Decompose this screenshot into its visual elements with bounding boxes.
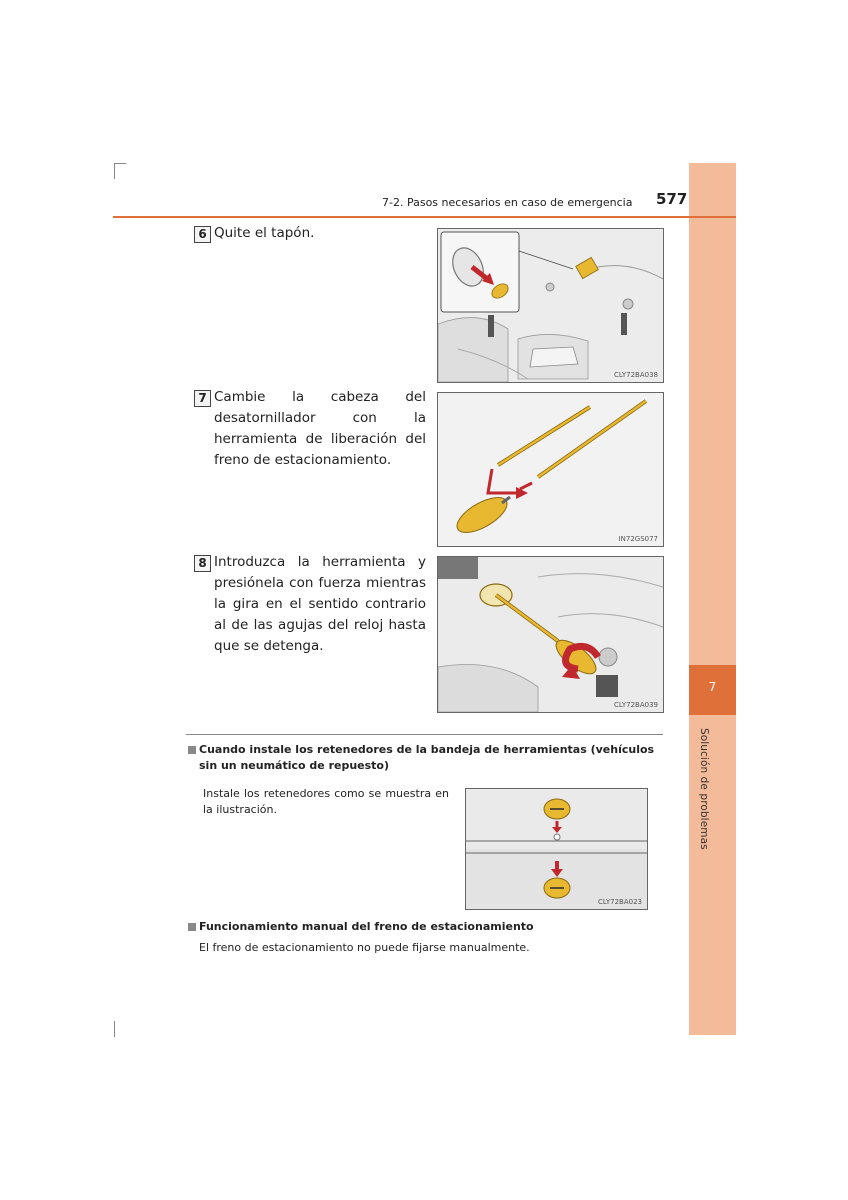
crop-mark (114, 1021, 115, 1037)
note-bullet (188, 746, 196, 754)
chapter-number-box[interactable] (689, 665, 736, 715)
floor-tool-illustration (438, 557, 663, 712)
step-number: 7 (194, 390, 211, 407)
figure-remove-cap (437, 228, 664, 383)
step-text: Introduzca la herramienta y presiónela con fuerza mientras la gira en el sentido contrario al de las agujas del reloj hasta que se detenga. (214, 554, 426, 654)
note-text: El freno de estacionamiento no puede fijarse manualmente. (199, 941, 530, 954)
side-tab (689, 163, 736, 1035)
note-title: Cuando instale los retenedores de la bandeja de herramientas (vehículos sin un neumático de repuesto) (199, 743, 655, 772)
step-text: Cambie la cabeza del desatornillador con la herramienta de liberación del freno de estacionamiento. (214, 389, 426, 468)
crop-mark (114, 163, 126, 164)
figure-code: IN72GS077 (618, 535, 658, 543)
figure-code: CLY72BA023 (598, 898, 642, 906)
crop-mark (114, 163, 115, 179)
retainer-illustration (466, 789, 647, 909)
step-number: 6 (194, 226, 211, 243)
chapter-number: 7 (708, 680, 717, 694)
step-text: Quite el tapón. (214, 225, 315, 241)
figure-code: CLY72BA039 (614, 701, 658, 709)
note-text: Instale los retenedores como se muestra en la ilustración. (203, 787, 449, 816)
figure-retainers (465, 788, 648, 910)
figure-change-tool (437, 392, 664, 547)
step-number: 8 (194, 555, 211, 572)
section-title: 7-2. Pasos necesarios en caso de emergencia (382, 196, 633, 209)
figure-insert-tool (437, 556, 664, 713)
note-title: Funcionamiento manual del freno de estacionamiento (199, 920, 534, 933)
note-bullet (188, 923, 196, 931)
page-number: 577 (656, 190, 688, 208)
figure-code: CLY72BA038 (614, 371, 658, 379)
tool-illustration (438, 393, 663, 546)
chapter-title: Solución de problemas (698, 728, 710, 850)
header-rule (113, 216, 736, 218)
floor-illustration (438, 229, 663, 382)
section-divider (186, 734, 663, 735)
